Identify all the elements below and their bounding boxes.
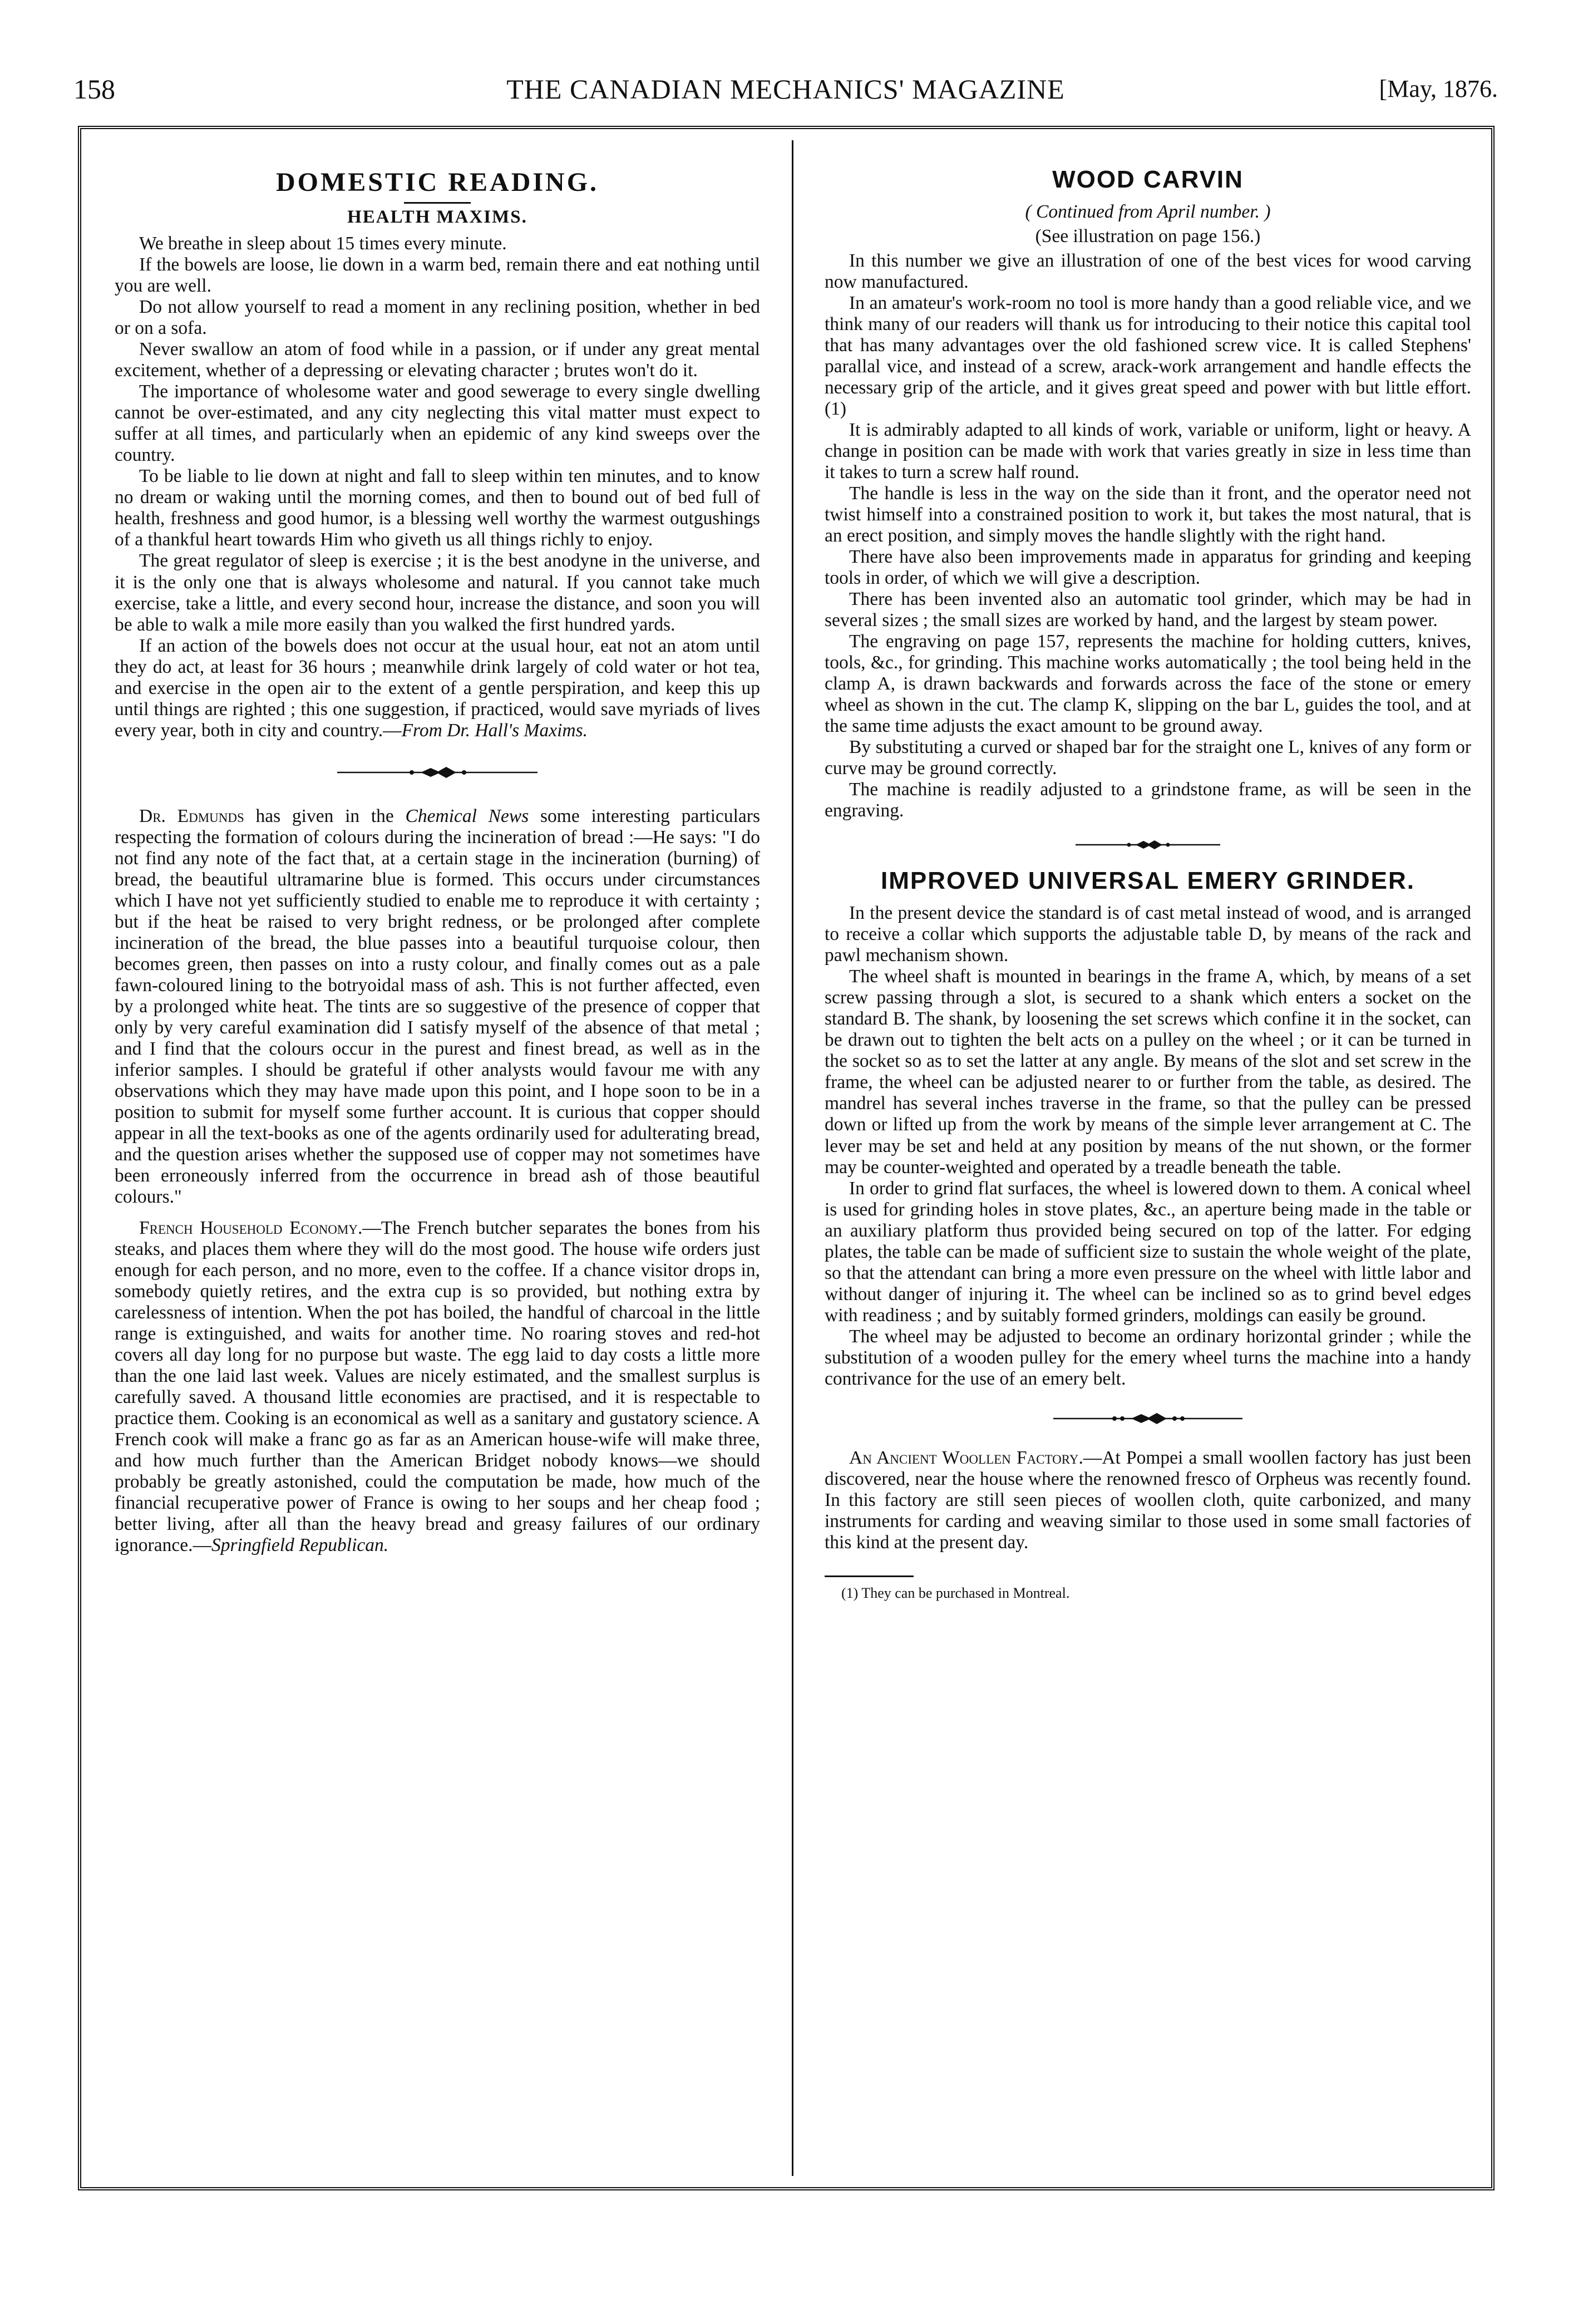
health-paragraph: We breathe in sleep about 15 times every minute. (139, 233, 507, 254)
footnote-rule (825, 1575, 914, 1577)
emery-grinder-paragraph: In order to grind flat surfaces, the wheel is lowered down to them. A conical wheel is used for grinding holes in stove plates, &c., an aperture being made in the table or an auxiliary platform thus provided being secured on top of the latter. For edging plates, the table can be made of sufficient size to sustain the whole weight of the plate, so that the attendant can bring a more even pressure on the wheel with little labor and without danger of injuring it. The wheel can be inclined so as to grind bevel edges with readiness ; and by suitably formed grinders, moldings can easily be ground. (825, 1178, 1471, 1326)
health-paragraph-last (115, 636, 760, 741)
health-paragraph: To be liable to lie down at night and fall to sleep within ten minutes, and to know no dream or waking until the morning comes, and then to bound out of bed full of health, freshness and good humor, is a blessing well worthy the warmest outgushings of a thankful heart towards Him who giveth us all things richly to enjoy. (115, 466, 760, 550)
edmunds-journal: Chemical News (405, 805, 529, 826)
health-last-text: If an action of the bowels does not occur at the usual hour, eat not an atom until they do act, at least for 36 hours ; meanwhile drink largely of cold water or hot tea, and exercise in the open air to the extent of a gentle perspiration, and keep this up until things are righted ; this one suggestion, if practiced, would save myriads of lives every year, both in city and country.— (115, 635, 760, 741)
magazine-title: THE CANADIAN MECHANICS' MAGAZINE (506, 73, 1065, 105)
ornament-divider-icon (1053, 1412, 1242, 1425)
edmunds-text-2: some interesting particulars respecting the formation of colours during the incineration of bread :—He says: "I do not find any note of the fact that, at a certain stage in the incineration (burning) of bread, the beautiful ultramarine blue is formed. This occurs under circumstances which I have not yet sufficiently studied to enable me to reproduce it with certainty ; but if the heat be raised to very bright redness, or be prolonged after complete incineration of the bread, the blue passes into a beautiful turquoise colour, then becomes green, then passes on into a rusty colour, and finally comes out as a pale fawn-coloured lining to the botryoidal mass of ash. This is not further affected, even by a prolonged white heat. The tints are so suggestive of the presence of copper that only by very careful examination did I satisfy myself of the absence of that metal ; and I find that the colours occur in the purest and finest bread, as well as in the inferior samples. I should be grateful if other analysts would favour me with any observations which they may have made upon this point, and I hope soon to be in a position to submit for myself some further account. It is curious that copper should appear in all the text-books as one of the agents ordinarily used for adulterating bread, and the question arises whether the supposed use of copper may not sometimes have been erroneously inferred from the occurrence in bread ash of those beautiful colours." (115, 805, 760, 1207)
wood-carving-paragraph: In an amateur's work-room no tool is more handy than a good reliable vice, and we think many of our readers will thank us for introducing to their notice this capital tool that has many advantages over the old fashioned screw vice. It is called Stephens' parallal vice, and instead of a screw, arack-work arrangement and handle effects the necessary grip of the article, and it gives great speed and power with but little effort. (1) (825, 293, 1471, 420)
left-column (115, 163, 760, 2172)
illustration-note: (See illustration on page 156.) (1035, 225, 1261, 247)
issue-date: [May, 1876. (1379, 75, 1498, 102)
french-economy-source: Springfield Republican. (211, 1535, 389, 1556)
woollen-factory-paragraph (825, 1447, 1471, 1553)
emery-grinder-paragraph: The wheel shaft is mounted in bearings in the frame A, which, by means of a set screw passing through a slot, is secured to a shank which enters a socket on the standard B. The shank, by loosening the set screws which confine it in the socket, can be drawn out to tighten the belt acts on a pulley on the wheel ; or it can be turned in the socket so as to set the latter at any angle. By means of the slot and set screw in the frame, the wheel can be adjusted nearer to or further from the table, as desired. The mandrel has several inches traverse in the frame, so that the pulley can be pressed down or lifted up from the work by means of the simple lever arrangement at C. The lever may be set and held at any position by means of the nut shown, or the former may be counter-weighted and operated by a treadle beneath the table. (825, 966, 1471, 1178)
right-column (825, 163, 1471, 2172)
short-rule (404, 202, 471, 204)
ornament-divider-icon (337, 766, 537, 779)
edmunds-text-1: has given in the (244, 805, 406, 826)
french-economy-heading: French Household Economy. (139, 1217, 363, 1238)
edmunds-name: Dr. Edmunds (139, 805, 244, 826)
running-head (73, 66, 1498, 112)
wood-carving-paragraph: There has been invented also an automatic tool grinder, which may be had in several sizes ; the small sizes are worked by hand, and the largest by steam power. (825, 589, 1471, 631)
page-number: 158 (73, 73, 115, 105)
page-frame (78, 126, 1495, 2190)
health-paragraph: The importance of wholesome water and good sewerage to every single dwelling cannot be over-estimated, and any city neglecting this vital matter must expect to suffer at all times, and particularly when an epidemic of any kind sweeps over the country. (115, 381, 760, 466)
woollen-factory-text: —At Pompei a small woollen factory has just been discovered, near the house where the renowned fresco of Orpheus was recently found. In this factory are still seen pieces of woollen cloth, quite carbonized, and many instruments for carding and weaving similar to those used in some small factories of this kind at the present day. (825, 1447, 1471, 1553)
footnote: (1) They can be purchased in Montreal. (841, 1584, 1070, 1601)
wood-carving-paragraph: The engraving on page 157, represents the machine for holding cutters, knives, tools, &c., for grinding. This machine works automatically ; the tool being held in the clamp A, is drawn backwards and forwards across the face of the stone or emery wheel as shown in the cut. The clamp K, slipping on the bar L, guides the tool, and at the same time adjusts the exact amount to be ground away. (825, 631, 1471, 737)
health-maxims-subtitle: HEALTH MAXIMS. (347, 206, 527, 227)
wood-carving-title: WOOD CARVIN (1052, 166, 1244, 193)
wood-carving-paragraph: The handle is less in the way on the side than it front, and the operator need not twist himself into a constrained position to work it, but takes the most natural, that is an erect position, and simply moves the handle slightly with the right hand. (825, 483, 1471, 546)
emery-grinder-paragraph: In the present device the standard is of cast metal instead of wood, and is arranged to receive a collar which supports the adjustable table D, by means of the rack and pawl mechanism shown. (825, 903, 1471, 966)
wood-carving-paragraph: It is admirably adapted to all kinds of work, variable or uniform, light or heavy. A change in position can be made with work that varies greatly in size in less time than it takes to turn a screw half round. (825, 420, 1471, 483)
section-title-domestic-reading: DOMESTIC READING. (275, 168, 599, 197)
woollen-factory-heading: An Ancient Woollen Factory. (849, 1447, 1083, 1468)
health-paragraph: Never swallow an atom of food while in a passion, or if under any great mental excitement, whether of a depressing or elevating character ; brutes won't do it. (115, 339, 760, 381)
ornament-divider-icon (1076, 839, 1220, 850)
french-economy-text: —The French butcher separates the bones from his steaks, and places them where they will do the most good. The house wife orders just enough for each person, and no more, even to the coffee. If a chance visitor drops in, somebody quietly retires, and the extra cup is so provided, but nothing extra by carelessness of intention. When the pot has boiled, the handful of charcoal in the little range is extinguished, and waits for another time. No roaring stoves and red-hot covers all day long for no purpose but waste. The egg laid to day costs a little more than the one laid last week. Values are nicely estimated, and the smallest surplus is carefully saved. A thousand little economies are practised, and it is respectable to practice them. Cooking is an economical as well as a sanitary and gustatory science. A French cook will make a franc go as far as an American house-wife will make three, and how much further than the American Bridget nobody knows—we should probably be greatly astonished, could the computation be made, how much of the financial recuperative power of France is owing to her soups and her cheap food ; better living, after all than the heavy bread and greasy failures of our ordinary ignorance.— (115, 1217, 760, 1556)
french-economy-paragraph (115, 1218, 760, 1556)
wood-carving-paragraph: In this number we give an illustration of one of the best vices for wood carving now manufactured. (825, 250, 1471, 292)
health-source: From Dr. Hall's Maxims. (401, 720, 588, 741)
emery-grinder-paragraph: The wheel may be adjusted to become an ordinary horizontal grinder ; while the substitution of a wooden pulley for the emery wheel turns the machine into a handy contrivance for the use of an emery belt. (825, 1326, 1471, 1389)
health-paragraph: If the bowels are loose, lie down in a warm bed, remain there and eat nothing until you are well. (115, 254, 760, 297)
wood-carving-paragraph: The machine is readily adjusted to a grindstone frame, as will be seen in the engraving. (825, 779, 1471, 821)
continued-note: ( Continued from April number. ) (1025, 201, 1271, 222)
health-paragraph: Do not allow yourself to read a moment in any reclining position, whether in bed or on a sofa. (115, 297, 760, 339)
column-divider (792, 140, 793, 2176)
spacer (115, 1208, 760, 1218)
wood-carving-paragraph: By substituting a curved or shaped bar for the straight one L, knives of any form or curve may be ground correctly. (825, 737, 1471, 779)
emery-grinder-title: IMPROVED UNIVERSAL EMERY GRINDER. (881, 867, 1415, 895)
edmunds-paragraph (115, 806, 760, 1208)
wood-carving-paragraph: There have also been improvements made in apparatus for grinding and keeping tools in order, of which we will give a description. (825, 546, 1471, 589)
health-paragraph: The great regulator of sleep is exercise ; it is the best anodyne in the universe, and it is the only one that is always wholesome and natural. If you cannot take much exercise, take a little, and every second hour, increase the distance, and soon you will be able to walk a mile more easily than you walked the first hundred yards. (115, 550, 760, 635)
